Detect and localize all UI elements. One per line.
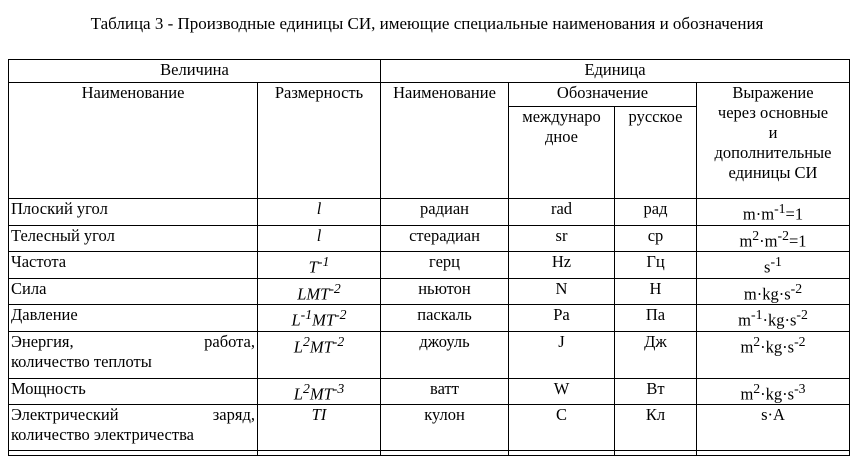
unit-name: радиан	[381, 199, 509, 226]
unit-expression: $m^2\cdot kg\cdot s^{-3}$	[697, 378, 850, 405]
header-international-line-1: междунаро	[522, 107, 601, 126]
header-international-line-2: дное	[545, 127, 578, 146]
header-name: Наименование	[9, 83, 258, 199]
unit-russian: ср	[615, 225, 697, 252]
unit-name: стерадиан	[381, 225, 509, 252]
unit-expression: s·A	[697, 405, 850, 451]
quantity-name-line-2: количество теплоты	[11, 351, 152, 371]
table-row	[9, 305, 850, 332]
header-expression-line-3: и	[768, 123, 778, 142]
quantity-dimension: l	[258, 225, 381, 252]
header-designation: Обозначение	[509, 83, 697, 107]
cut-cell	[509, 451, 615, 456]
quantity-name	[9, 378, 258, 405]
header-expression-line-2: через основные	[717, 103, 829, 122]
si-derived-units-table	[8, 59, 850, 456]
unit-international: C	[509, 405, 615, 451]
header-unit-name: Наименование	[381, 83, 509, 199]
cut-cell	[381, 451, 509, 456]
table-row	[9, 199, 850, 226]
table-row	[9, 378, 850, 405]
table-row	[9, 278, 850, 305]
quantity-name	[9, 199, 258, 226]
unit-russian: Вт	[615, 378, 697, 405]
unit-expression: $s^{-1}$	[697, 252, 850, 279]
unit-name: герц	[381, 252, 509, 279]
quantity-name-line-1: Электрический заряд,	[11, 405, 255, 424]
unit-name: ватт	[381, 378, 509, 405]
unit-expression: $m^{-1}\cdot kg\cdot s^{-2}$	[697, 305, 850, 332]
unit-russian: Кл	[615, 405, 697, 451]
header-russian: русское	[615, 107, 697, 199]
header-international	[509, 107, 615, 199]
unit-russian: Гц	[615, 252, 697, 279]
table-row	[9, 405, 850, 451]
unit-name: паскаль	[381, 305, 509, 332]
quantity-dimension: $L^2MT^{-3}$	[258, 378, 381, 405]
quantity-name-line-1: Мощность	[11, 378, 86, 398]
unit-russian: Дж	[615, 331, 697, 378]
unit-expression: $m\cdot kg\cdot s^{-2}$	[697, 278, 850, 305]
unit-international: sr	[509, 225, 615, 252]
cut-cell	[9, 451, 258, 456]
header-expression-line-1: Выражение	[732, 83, 814, 102]
unit-international: J	[509, 331, 615, 378]
quantity-dimension: $L^2MT^{-2}$	[258, 331, 381, 378]
quantity-dimension: $T^{-1}$	[258, 252, 381, 279]
unit-international: N	[509, 278, 615, 305]
unit-russian: Па	[615, 305, 697, 332]
unit-international: Pa	[509, 305, 615, 332]
quantity-name-line-1: Телесный угол	[11, 225, 115, 245]
unit-russian: рад	[615, 199, 697, 226]
header-unit-group: Единица	[381, 60, 850, 83]
unit-expression: $m^2\cdot kg\cdot s^{-2}$	[697, 331, 850, 378]
quantity-dimension: $L^{-1}MT^{-2}$	[258, 305, 381, 332]
quantity-name-line-1: Давление	[11, 305, 78, 324]
table-row	[9, 225, 850, 252]
header-quantity-group: Величина	[9, 60, 381, 83]
quantity-name-line-1: Сила	[11, 278, 47, 298]
quantity-name-line-1: Плоский угол	[11, 199, 108, 218]
table-row	[9, 252, 850, 279]
cut-cell	[258, 451, 381, 456]
unit-international: W	[509, 378, 615, 405]
unit-russian: Н	[615, 278, 697, 305]
header-expression	[697, 83, 850, 199]
quantity-dimension: TI	[258, 405, 381, 451]
header-expression-line-5: единицы СИ	[728, 163, 818, 182]
quantity-name-line-2: количество электричества	[11, 425, 194, 444]
quantity-name	[9, 305, 258, 332]
quantity-name	[9, 278, 258, 305]
quantity-name-line-1: Энергия, работа,	[11, 331, 255, 351]
quantity-name	[9, 331, 258, 378]
quantity-name	[9, 405, 258, 451]
header-dimension: Размерность	[258, 83, 381, 199]
cut-cell	[697, 451, 850, 456]
quantity-dimension: $LMT^{-2}$	[258, 278, 381, 305]
unit-expression: $m\cdot m^{-1}=1$	[697, 199, 850, 226]
cut-cell	[615, 451, 697, 456]
quantity-name	[9, 225, 258, 252]
unit-expression: $m^2\cdot m^{-2}=1$	[697, 225, 850, 252]
table-caption: Таблица 3 - Производные единицы СИ, имеющие специальные наименования и обозначения	[90, 14, 764, 33]
table-row	[9, 331, 850, 378]
unit-name: джоуль	[381, 331, 509, 378]
header-expression-line-4: дополнительные	[714, 143, 832, 162]
unit-name: кулон	[381, 405, 509, 451]
unit-international: Hz	[509, 252, 615, 279]
quantity-name	[9, 252, 258, 279]
table-row-cut	[9, 451, 850, 456]
unit-international: rad	[509, 199, 615, 226]
quantity-name-line-1: Частота	[11, 252, 67, 271]
quantity-dimension: l	[258, 199, 381, 226]
unit-name: ньютон	[381, 278, 509, 305]
